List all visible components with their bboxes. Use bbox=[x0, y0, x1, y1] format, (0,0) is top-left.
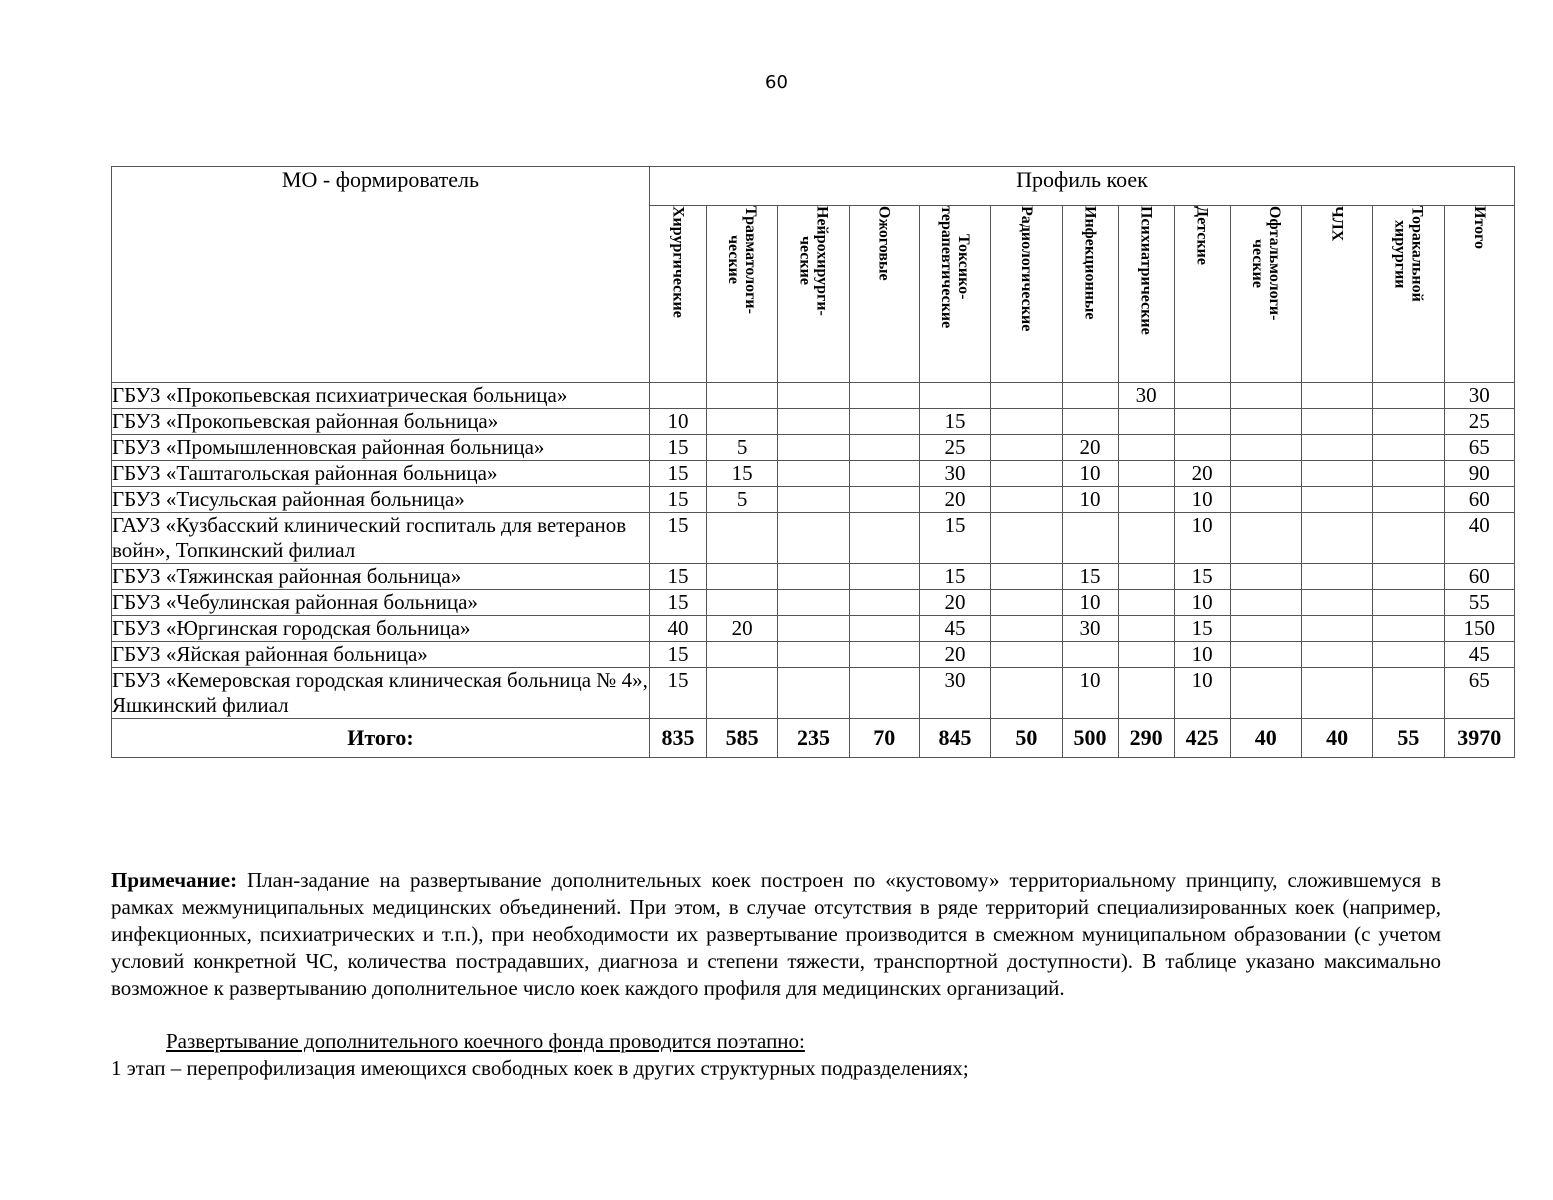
column-header-line: Радиологические bbox=[1017, 206, 1035, 332]
table-row bbox=[112, 461, 1515, 487]
value-cell: 30 bbox=[919, 668, 990, 719]
total-value-cell: 500 bbox=[1062, 719, 1118, 758]
value-cell: 30 bbox=[919, 461, 990, 487]
value-cell bbox=[991, 487, 1062, 513]
value-cell bbox=[1301, 409, 1372, 435]
value-cell: 10 bbox=[1174, 513, 1230, 564]
column-header-line: Токсико- bbox=[955, 234, 973, 300]
value-cell: 10 bbox=[1062, 461, 1118, 487]
value-cell: 20 bbox=[919, 642, 990, 668]
value-cell: 15 bbox=[919, 513, 990, 564]
value-cell bbox=[849, 435, 919, 461]
column-header-label bbox=[725, 206, 759, 314]
value-cell: 15 bbox=[649, 487, 706, 513]
total-value-cell: 50 bbox=[991, 719, 1062, 758]
note-text: План-задание на развертывание дополнительных коек построен по «кустовому» территориальному принципу, сложившемуся в рамках межмуниципальных медицинских объединений. При этом, в случае отсутствия в ряде территорий специализированных коек (например, инфекционных, психиатрических и т.п.), при необходимости их развертывание производится в смежном муниципальном образовании (с учетом условий конкретной ЧС, количества пострадавших, диагноза и степени тяжести, транспортной доступности). В таблице указано максимально возможное к развертыванию дополнительное число коек каждого профиля для медицинских организаций. bbox=[111, 868, 1441, 1000]
column-header-line: терапевтические bbox=[938, 206, 956, 329]
value-cell bbox=[778, 668, 849, 719]
value-cell bbox=[1230, 564, 1301, 590]
value-cell bbox=[991, 435, 1062, 461]
total-value-cell: 845 bbox=[919, 719, 990, 758]
value-cell: 10 bbox=[1062, 590, 1118, 616]
value-cell bbox=[1301, 383, 1372, 409]
column-header-line: ческие bbox=[1248, 238, 1266, 288]
value-cell bbox=[1118, 461, 1174, 487]
value-cell bbox=[778, 435, 849, 461]
note-label: Примечание: bbox=[111, 868, 238, 892]
value-cell: 40 bbox=[649, 616, 706, 642]
value-cell bbox=[778, 642, 849, 668]
value-cell: 15 bbox=[649, 668, 706, 719]
row-total-cell: 40 bbox=[1444, 513, 1514, 564]
value-cell: 15 bbox=[649, 642, 706, 668]
value-cell bbox=[1118, 513, 1174, 564]
value-cell bbox=[1062, 513, 1118, 564]
value-cell bbox=[1118, 487, 1174, 513]
organization-name: ГБУЗ «Кемеровская городская клиническая больница № 4», Яшкинский филиал bbox=[112, 668, 648, 717]
value-cell bbox=[1301, 590, 1372, 616]
value-cell bbox=[706, 513, 777, 564]
value-cell bbox=[1230, 487, 1301, 513]
value-cell bbox=[991, 668, 1062, 719]
value-cell bbox=[1062, 642, 1118, 668]
value-cell bbox=[1230, 668, 1301, 719]
value-cell bbox=[849, 616, 919, 642]
value-cell bbox=[1062, 383, 1118, 409]
value-cell: 15 bbox=[649, 590, 706, 616]
value-cell bbox=[1301, 642, 1372, 668]
table-row bbox=[112, 668, 1515, 719]
column-header-label bbox=[1329, 206, 1346, 241]
total-value-cell: 3970 bbox=[1444, 719, 1514, 758]
value-cell: 15 bbox=[919, 409, 990, 435]
value-cell bbox=[1174, 409, 1230, 435]
column-header-label bbox=[669, 206, 686, 318]
value-cell bbox=[991, 564, 1062, 590]
column-header bbox=[1062, 206, 1118, 383]
column-header-label bbox=[1249, 206, 1283, 320]
total-value-cell: 235 bbox=[778, 719, 849, 758]
value-cell: 15 bbox=[649, 564, 706, 590]
column-header-label bbox=[1194, 206, 1211, 265]
column-header bbox=[706, 206, 777, 383]
value-cell bbox=[849, 487, 919, 513]
column-header-line: Инфекционные bbox=[1081, 206, 1099, 320]
value-cell bbox=[849, 668, 919, 719]
total-value-cell: 585 bbox=[706, 719, 777, 758]
value-cell bbox=[919, 383, 990, 409]
value-cell bbox=[991, 383, 1062, 409]
beds-table bbox=[111, 166, 1515, 758]
column-header-line: ческие bbox=[796, 236, 814, 286]
value-cell bbox=[1230, 383, 1301, 409]
value-cell bbox=[849, 564, 919, 590]
value-cell bbox=[849, 642, 919, 668]
totals-row bbox=[112, 719, 1515, 758]
column-header bbox=[991, 206, 1062, 383]
organization-name: ГБУЗ «Яйская районная больница» bbox=[112, 642, 650, 668]
value-cell bbox=[849, 461, 919, 487]
value-cell: 20 bbox=[919, 487, 990, 513]
table-body bbox=[112, 383, 1515, 758]
column-header-line: ЧЛХ bbox=[1328, 206, 1346, 242]
value-cell: 5 bbox=[706, 435, 777, 461]
column-header bbox=[649, 206, 706, 383]
value-cell: 15 bbox=[1174, 564, 1230, 590]
value-cell bbox=[1373, 487, 1444, 513]
table-row bbox=[112, 564, 1515, 590]
value-cell bbox=[991, 513, 1062, 564]
column-header-line: Психиатрические bbox=[1137, 206, 1155, 335]
value-cell: 10 bbox=[1174, 642, 1230, 668]
column-header-line: Травматологи- bbox=[742, 206, 760, 314]
column-header-label bbox=[1471, 206, 1488, 249]
value-cell bbox=[1373, 616, 1444, 642]
total-value-cell: 290 bbox=[1118, 719, 1174, 758]
value-cell bbox=[1373, 642, 1444, 668]
column-header bbox=[1118, 206, 1174, 383]
value-cell bbox=[991, 409, 1062, 435]
value-cell bbox=[706, 409, 777, 435]
value-cell bbox=[1373, 564, 1444, 590]
stages-heading: Развертывание дополнительного коечного фонда проводится поэтапно: bbox=[166, 1029, 805, 1053]
value-cell bbox=[1230, 461, 1301, 487]
column-header-label bbox=[1082, 206, 1099, 320]
value-cell bbox=[1118, 590, 1174, 616]
value-cell bbox=[1373, 513, 1444, 564]
organization-name: ГБУЗ «Тисульская районная больница» bbox=[112, 487, 650, 513]
totals-label: Итого: bbox=[112, 719, 650, 758]
value-cell: 10 bbox=[1174, 487, 1230, 513]
value-cell bbox=[1373, 435, 1444, 461]
value-cell bbox=[1301, 564, 1372, 590]
value-cell bbox=[706, 668, 777, 719]
value-cell bbox=[1230, 435, 1301, 461]
value-cell bbox=[778, 383, 849, 409]
column-header-line: Торакальной bbox=[1408, 206, 1426, 302]
value-cell: 15 bbox=[649, 513, 706, 564]
value-cell bbox=[1174, 383, 1230, 409]
table-row bbox=[112, 642, 1515, 668]
value-cell bbox=[1118, 642, 1174, 668]
value-cell bbox=[706, 642, 777, 668]
value-cell bbox=[1230, 513, 1301, 564]
value-cell: 30 bbox=[1118, 383, 1174, 409]
column-header-line: Нейрохирурги- bbox=[813, 206, 831, 316]
value-cell bbox=[991, 461, 1062, 487]
column-header-line: Ожоговые bbox=[875, 206, 893, 281]
value-cell bbox=[1301, 435, 1372, 461]
value-cell bbox=[849, 590, 919, 616]
value-cell bbox=[1373, 590, 1444, 616]
row-total-cell: 30 bbox=[1444, 383, 1514, 409]
value-cell bbox=[849, 383, 919, 409]
value-cell bbox=[991, 616, 1062, 642]
organization-name: ГБУЗ «Чебулинская районная больница» bbox=[112, 590, 650, 616]
value-cell bbox=[1230, 642, 1301, 668]
value-cell bbox=[1230, 409, 1301, 435]
value-cell bbox=[849, 513, 919, 564]
value-cell bbox=[1230, 616, 1301, 642]
value-cell bbox=[649, 383, 706, 409]
value-cell: 30 bbox=[1062, 616, 1118, 642]
total-value-cell: 40 bbox=[1230, 719, 1301, 758]
value-cell: 20 bbox=[1062, 435, 1118, 461]
row-total-cell: 55 bbox=[1444, 590, 1514, 616]
value-cell: 20 bbox=[1174, 461, 1230, 487]
value-cell bbox=[1373, 461, 1444, 487]
column-header bbox=[778, 206, 849, 383]
table-row bbox=[112, 616, 1515, 642]
value-cell: 10 bbox=[1174, 668, 1230, 719]
organization-name: ГБУЗ «Промышленновская районная больница» bbox=[112, 435, 650, 461]
row-total-cell: 45 bbox=[1444, 642, 1514, 668]
column-header bbox=[1373, 206, 1444, 383]
row-total-cell: 25 bbox=[1444, 409, 1514, 435]
value-cell bbox=[1373, 383, 1444, 409]
total-value-cell: 40 bbox=[1301, 719, 1372, 758]
value-cell bbox=[1301, 487, 1372, 513]
total-value-cell: 425 bbox=[1174, 719, 1230, 758]
column-header-line: Офтальмологи- bbox=[1265, 206, 1283, 321]
value-cell bbox=[778, 461, 849, 487]
value-cell bbox=[1230, 590, 1301, 616]
row-total-cell: 150 bbox=[1444, 616, 1514, 642]
value-cell bbox=[991, 642, 1062, 668]
value-cell bbox=[778, 564, 849, 590]
value-cell bbox=[1373, 409, 1444, 435]
value-cell bbox=[1062, 409, 1118, 435]
value-cell: 45 bbox=[919, 616, 990, 642]
stage-item: 1 этап – перепрофилизация имеющихся свободных коек в других структурных подразделениях; bbox=[111, 1056, 969, 1080]
column-header-label bbox=[876, 206, 893, 281]
column-header bbox=[1301, 206, 1372, 383]
column-header-line: Итого bbox=[1470, 206, 1488, 249]
value-cell: 5 bbox=[706, 487, 777, 513]
value-cell bbox=[706, 564, 777, 590]
value-cell: 10 bbox=[1062, 668, 1118, 719]
value-cell: 15 bbox=[1174, 616, 1230, 642]
value-cell bbox=[778, 409, 849, 435]
table-row bbox=[112, 383, 1515, 409]
column-header-line: ческие bbox=[725, 235, 743, 285]
value-cell: 25 bbox=[919, 435, 990, 461]
page-number: 60 bbox=[765, 72, 788, 93]
column-header bbox=[1230, 206, 1301, 383]
value-cell bbox=[778, 590, 849, 616]
mo-header: МО - формирователь bbox=[112, 167, 650, 383]
organization-name: ГБУЗ «Прокопьевская психиатрическая больница» bbox=[112, 383, 650, 409]
row-total-cell: 90 bbox=[1444, 461, 1514, 487]
row-total-cell: 60 bbox=[1444, 487, 1514, 513]
value-cell: 10 bbox=[649, 409, 706, 435]
table-row bbox=[112, 435, 1515, 461]
value-cell bbox=[778, 513, 849, 564]
row-total-cell: 65 bbox=[1444, 668, 1514, 719]
column-header-label bbox=[1138, 206, 1155, 335]
column-header bbox=[919, 206, 990, 383]
note-paragraph bbox=[111, 867, 1441, 1002]
column-header-label bbox=[796, 206, 830, 316]
value-cell bbox=[1118, 616, 1174, 642]
value-cell: 15 bbox=[919, 564, 990, 590]
column-header bbox=[849, 206, 919, 383]
total-value-cell: 835 bbox=[649, 719, 706, 758]
value-cell bbox=[706, 383, 777, 409]
value-cell bbox=[1301, 461, 1372, 487]
value-cell: 10 bbox=[1174, 590, 1230, 616]
organization-name: ГБУЗ «Прокопьевская районная больница» bbox=[112, 409, 650, 435]
value-cell bbox=[706, 590, 777, 616]
value-cell: 10 bbox=[1062, 487, 1118, 513]
table-row bbox=[112, 487, 1515, 513]
organization-name: ГБУЗ «Таштагольская районная больница» bbox=[112, 461, 650, 487]
column-header bbox=[1174, 206, 1230, 383]
value-cell: 15 bbox=[1062, 564, 1118, 590]
total-value-cell: 55 bbox=[1373, 719, 1444, 758]
column-header-label bbox=[1391, 206, 1425, 302]
value-cell: 15 bbox=[649, 461, 706, 487]
value-cell: 15 bbox=[649, 435, 706, 461]
value-cell: 20 bbox=[706, 616, 777, 642]
value-cell bbox=[1301, 513, 1372, 564]
organization-name: ГБУЗ «Юргинская городская больница» bbox=[112, 616, 650, 642]
row-total-cell: 65 bbox=[1444, 435, 1514, 461]
column-header-line: Детские bbox=[1193, 206, 1211, 265]
total-value-cell: 70 bbox=[849, 719, 919, 758]
value-cell: 20 bbox=[919, 590, 990, 616]
value-cell bbox=[849, 409, 919, 435]
column-header-label bbox=[938, 206, 972, 328]
value-cell bbox=[1118, 564, 1174, 590]
table-row bbox=[112, 409, 1515, 435]
column-header-label bbox=[1018, 206, 1035, 331]
value-cell bbox=[778, 487, 849, 513]
value-cell bbox=[991, 590, 1062, 616]
column-header-line: хирургии bbox=[1391, 219, 1409, 289]
value-cell bbox=[1301, 616, 1372, 642]
value-cell bbox=[778, 616, 849, 642]
value-cell bbox=[1118, 435, 1174, 461]
organization-name: ГАУЗ «Кузбасский клинический госпиталь для ветеранов войн», Топкинский филиал bbox=[112, 513, 650, 564]
row-total-cell: 60 bbox=[1444, 564, 1514, 590]
value-cell bbox=[1118, 409, 1174, 435]
table-row bbox=[112, 590, 1515, 616]
column-header-line: Хирургические bbox=[669, 206, 687, 318]
value-cell bbox=[1373, 668, 1444, 719]
profile-header: Профиль коек bbox=[649, 167, 1514, 206]
value-cell bbox=[1118, 668, 1174, 719]
organization-name: ГБУЗ «Тяжинская районная больница» bbox=[112, 564, 650, 590]
value-cell: 15 bbox=[706, 461, 777, 487]
column-header bbox=[1444, 206, 1514, 383]
value-cell bbox=[1301, 668, 1372, 719]
table-row bbox=[112, 513, 1515, 564]
value-cell bbox=[1174, 435, 1230, 461]
